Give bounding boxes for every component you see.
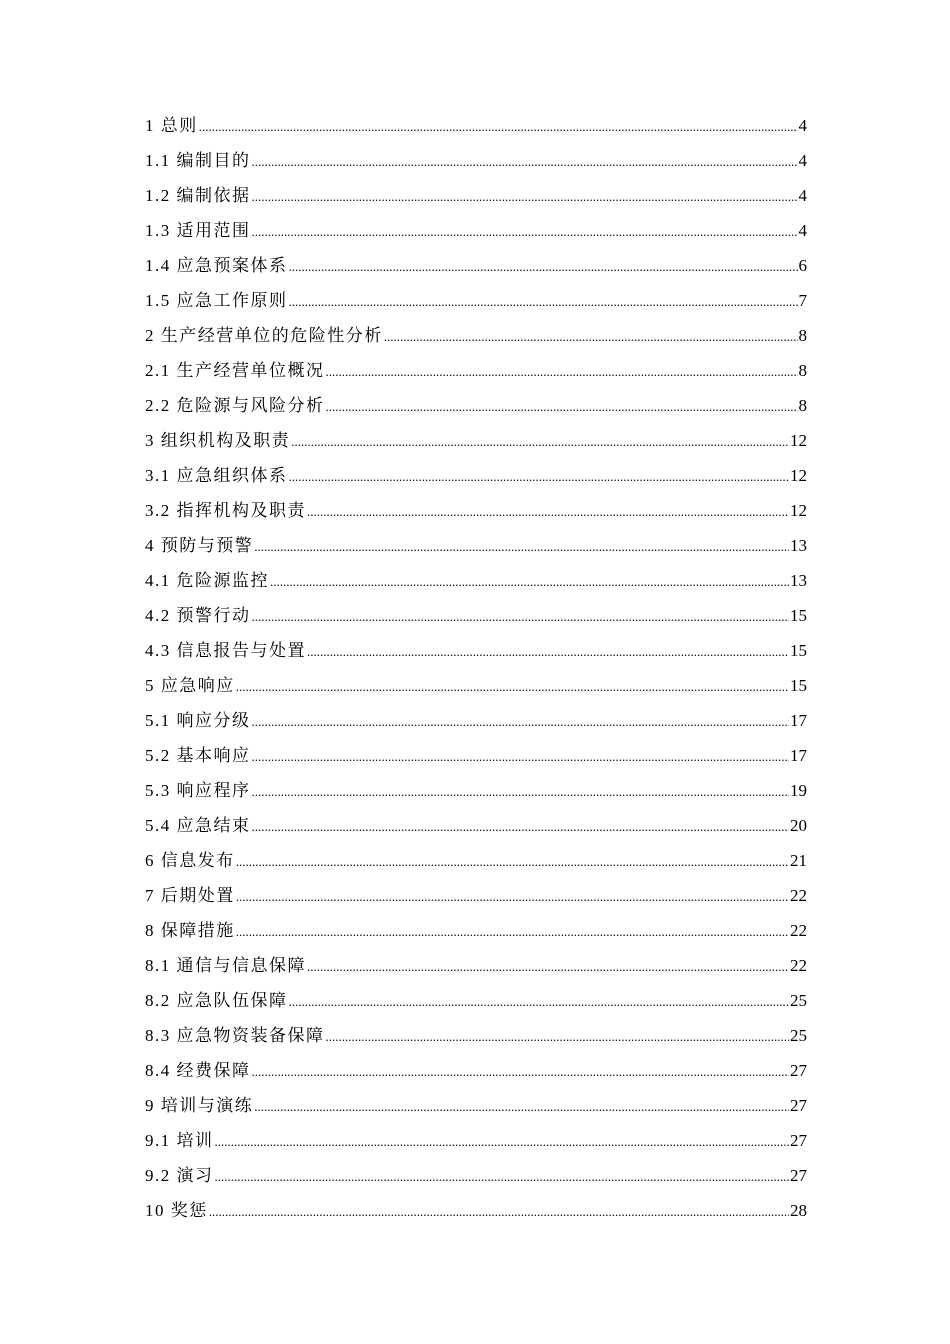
toc-entry-title: 1 总则 bbox=[145, 116, 198, 135]
toc-dot-leader bbox=[291, 427, 789, 457]
toc-dot-leader bbox=[252, 217, 798, 247]
toc-entry-page-number: 4 bbox=[798, 116, 807, 135]
toc-entry[interactable] bbox=[145, 601, 807, 636]
toc-entry[interactable] bbox=[145, 321, 807, 356]
toc-entry[interactable] bbox=[145, 566, 807, 601]
toc-dot-leader bbox=[236, 847, 789, 877]
toc-entry[interactable] bbox=[145, 1091, 807, 1126]
toc-dot-leader bbox=[270, 567, 789, 597]
toc-entry-page-number: 13 bbox=[790, 536, 807, 555]
toc-entry-page-number: 27 bbox=[790, 1166, 807, 1185]
toc-dot-leader bbox=[307, 637, 789, 667]
toc-entry-title: 2 生产经营单位的危险性分析 bbox=[145, 326, 383, 345]
toc-entry[interactable] bbox=[145, 671, 807, 706]
toc-entry-page-number: 17 bbox=[790, 746, 807, 765]
toc-dot-leader bbox=[289, 252, 798, 282]
toc-dot-leader bbox=[252, 182, 798, 212]
toc-entry[interactable] bbox=[145, 741, 807, 776]
toc-entry-title: 8.3 应急物资装备保障 bbox=[145, 1026, 325, 1045]
toc-entry-title: 8.4 经费保障 bbox=[145, 1061, 251, 1080]
toc-dot-leader bbox=[289, 987, 790, 1017]
toc-entry-page-number: 8 bbox=[798, 326, 807, 345]
toc-entry[interactable] bbox=[145, 1056, 807, 1091]
toc-entry-page-number: 4 bbox=[798, 186, 807, 205]
toc-entry-title: 5 应急响应 bbox=[145, 676, 235, 695]
toc-entry-title: 8.1 通信与信息保障 bbox=[145, 956, 306, 975]
toc-entry-title: 4.1 危险源监控 bbox=[145, 571, 269, 590]
toc-entry[interactable] bbox=[145, 181, 807, 216]
toc-entry[interactable] bbox=[145, 846, 807, 881]
toc-entry-title: 1.2 编制依据 bbox=[145, 186, 251, 205]
toc-entry-page-number: 6 bbox=[798, 256, 807, 275]
toc-dot-leader bbox=[289, 462, 790, 492]
toc-entry-title: 2.1 生产经营单位概况 bbox=[145, 361, 325, 380]
toc-dot-leader bbox=[252, 707, 790, 737]
toc-entry-page-number: 27 bbox=[790, 1061, 807, 1080]
toc-entry-page-number: 20 bbox=[790, 816, 807, 835]
toc-entry[interactable] bbox=[145, 636, 807, 671]
toc-entry-title: 1.5 应急工作原则 bbox=[145, 291, 288, 310]
toc-entry-title: 6 信息发布 bbox=[145, 851, 235, 870]
toc-entry-title: 2.2 危险源与风险分析 bbox=[145, 396, 325, 415]
toc-entry-page-number: 28 bbox=[790, 1201, 807, 1220]
toc-dot-leader bbox=[252, 147, 798, 177]
toc-entry[interactable] bbox=[145, 461, 807, 496]
toc-dot-leader bbox=[252, 1057, 790, 1087]
toc-entry-page-number: 22 bbox=[790, 886, 807, 905]
toc-entry-title: 5.3 响应程序 bbox=[145, 781, 251, 800]
toc-entry-title: 3.1 应急组织体系 bbox=[145, 466, 288, 485]
toc-entry-title: 4.3 信息报告与处置 bbox=[145, 641, 306, 660]
toc-entry[interactable] bbox=[145, 951, 807, 986]
toc-entry[interactable] bbox=[145, 1196, 807, 1231]
toc-entry[interactable] bbox=[145, 916, 807, 951]
toc-dot-leader bbox=[326, 1022, 790, 1052]
toc-entry[interactable] bbox=[145, 1161, 807, 1196]
toc-entry-title: 3 组织机构及职责 bbox=[145, 431, 291, 450]
toc-entry-title: 9.1 培训 bbox=[145, 1131, 214, 1150]
toc-entry-page-number: 21 bbox=[790, 851, 807, 870]
toc-entry[interactable] bbox=[145, 356, 807, 391]
toc-dot-leader bbox=[215, 1162, 790, 1192]
toc-entry[interactable] bbox=[145, 216, 807, 251]
toc-dot-leader bbox=[289, 287, 798, 317]
toc-dot-leader bbox=[384, 322, 798, 352]
toc-entry[interactable] bbox=[145, 111, 807, 146]
toc-entry-page-number: 19 bbox=[790, 781, 807, 800]
toc-entry[interactable] bbox=[145, 1021, 807, 1056]
toc-entry-title: 9 培训与演练 bbox=[145, 1096, 254, 1115]
toc-entry-title: 7 后期处置 bbox=[145, 886, 235, 905]
toc-entry-page-number: 8 bbox=[798, 361, 807, 380]
toc-entry-page-number: 15 bbox=[790, 606, 807, 625]
toc-entry[interactable] bbox=[145, 881, 807, 916]
toc-entry-title: 4.2 预警行动 bbox=[145, 606, 251, 625]
toc-dot-leader bbox=[252, 602, 790, 632]
toc-entry-page-number: 12 bbox=[790, 501, 807, 520]
toc-entry[interactable] bbox=[145, 986, 807, 1021]
toc-entry[interactable] bbox=[145, 426, 807, 461]
toc-entry[interactable] bbox=[145, 146, 807, 181]
toc-dot-leader bbox=[252, 742, 790, 772]
toc-entry[interactable] bbox=[145, 531, 807, 566]
toc-entry-title: 1.1 编制目的 bbox=[145, 151, 251, 170]
toc-entry-page-number: 25 bbox=[790, 1026, 807, 1045]
toc-entry-page-number: 27 bbox=[790, 1131, 807, 1150]
toc-entry-page-number: 4 bbox=[798, 151, 807, 170]
toc-entry-page-number: 7 bbox=[798, 291, 807, 310]
toc-entry-title: 5.4 应急结束 bbox=[145, 816, 251, 835]
toc-entry[interactable] bbox=[145, 286, 807, 321]
toc-entry-page-number: 4 bbox=[798, 221, 807, 240]
toc-entry-page-number: 12 bbox=[790, 431, 807, 450]
toc-dot-leader bbox=[215, 1127, 790, 1157]
toc-dot-leader bbox=[252, 777, 790, 807]
toc-entry-title: 3.2 指挥机构及职责 bbox=[145, 501, 306, 520]
toc-entry-page-number: 27 bbox=[790, 1096, 807, 1115]
toc-entry-title: 5.2 基本响应 bbox=[145, 746, 251, 765]
toc-entry-page-number: 15 bbox=[790, 641, 807, 660]
toc-entry-page-number: 12 bbox=[790, 466, 807, 485]
toc-entry-page-number: 8 bbox=[798, 396, 807, 415]
toc-dot-leader bbox=[236, 917, 789, 947]
toc-entry-page-number: 15 bbox=[790, 676, 807, 695]
toc-dot-leader bbox=[254, 532, 789, 562]
toc-entry-title: 1.3 适用范围 bbox=[145, 221, 251, 240]
toc-entry-title: 8 保障措施 bbox=[145, 921, 235, 940]
toc-entry[interactable] bbox=[145, 706, 807, 741]
toc-dot-leader bbox=[326, 357, 798, 387]
toc-entry[interactable] bbox=[145, 811, 807, 846]
toc-dot-leader bbox=[326, 392, 798, 422]
toc-entry-title: 4 预防与预警 bbox=[145, 536, 254, 555]
toc-dot-leader bbox=[209, 1197, 789, 1227]
toc-entry-title: 10 奖惩 bbox=[145, 1201, 208, 1220]
toc-entry-page-number: 13 bbox=[790, 571, 807, 590]
toc-dot-leader bbox=[236, 882, 789, 912]
toc-entry[interactable] bbox=[145, 776, 807, 811]
toc-entry[interactable] bbox=[145, 251, 807, 286]
toc-entry-title: 5.1 响应分级 bbox=[145, 711, 251, 730]
toc-entry[interactable] bbox=[145, 496, 807, 531]
toc-entry-title: 8.2 应急队伍保障 bbox=[145, 991, 288, 1010]
toc-entry-page-number: 22 bbox=[790, 921, 807, 940]
table-of-contents bbox=[145, 111, 807, 1231]
toc-entry-page-number: 25 bbox=[790, 991, 807, 1010]
toc-entry-page-number: 22 bbox=[790, 956, 807, 975]
toc-entry-title: 1.4 应急预案体系 bbox=[145, 256, 288, 275]
toc-dot-leader bbox=[199, 112, 798, 142]
toc-dot-leader bbox=[254, 1092, 789, 1122]
toc-dot-leader bbox=[236, 672, 789, 702]
toc-entry[interactable] bbox=[145, 1126, 807, 1161]
toc-dot-leader bbox=[307, 952, 789, 982]
toc-entry[interactable] bbox=[145, 391, 807, 426]
toc-entry-title: 9.2 演习 bbox=[145, 1166, 214, 1185]
toc-dot-leader bbox=[252, 812, 790, 842]
toc-entry-page-number: 17 bbox=[790, 711, 807, 730]
toc-dot-leader bbox=[307, 497, 789, 527]
